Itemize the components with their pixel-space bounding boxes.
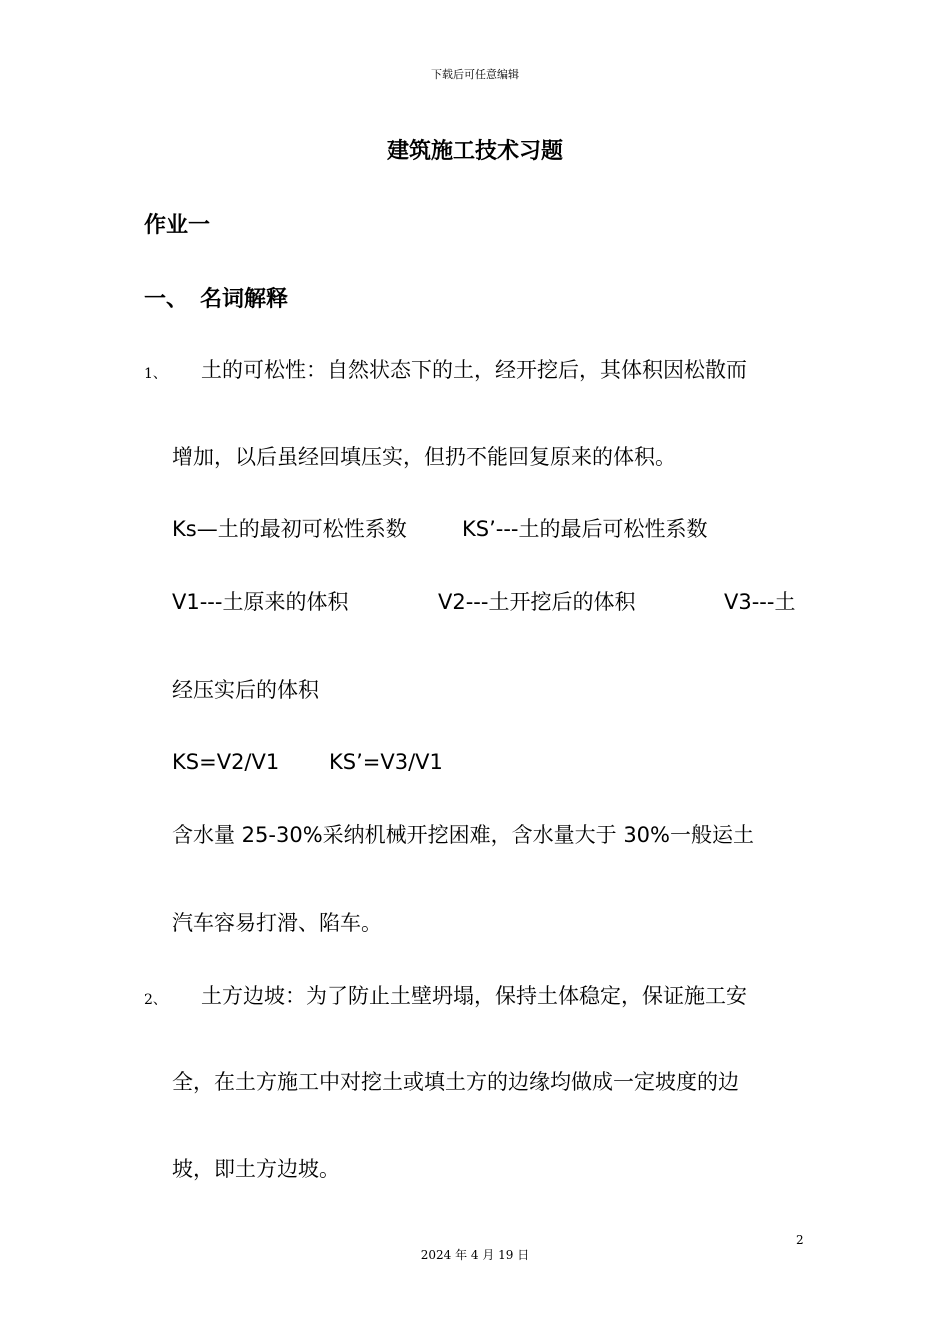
item-line: 土的可松性：自然状态下的土，经开挖后，其体积因松散而: [201, 358, 747, 382]
water-content-line: 汽车容易打滑、陷车。: [172, 911, 382, 935]
formula-ks: KS=V2/V1: [172, 750, 280, 774]
definition-v3-continued: 经压实后的体积: [172, 678, 319, 702]
subsection-number: 一、: [144, 287, 189, 312]
subsection-heading: 名词解释: [200, 287, 289, 312]
page-header: 下载后可任意编辑: [431, 68, 519, 81]
item-line: 全，在土方施工中对挖土或填土方的边缘均做成一定坡度的边: [172, 1070, 739, 1094]
water-content-line: 含水量 25-30%采纳机械开挖困难，含水量大于 30%一般运土: [172, 823, 754, 847]
item-line: 土方边坡：为了防止土壁坍塌，保持土体稳定，保证施工安: [201, 984, 747, 1008]
definition-ks: Ks—土的最初可松性系数: [172, 517, 407, 541]
item-number: 1、: [144, 366, 167, 382]
item-number: 2、: [144, 992, 167, 1008]
item-line: 坡，即土方边坡。: [172, 1157, 340, 1181]
definition-v2: V2---土开挖后的体积: [438, 590, 636, 614]
footer-date: 2024 年 4 月 19 日: [420, 1248, 530, 1262]
definition-v3: V3---土: [724, 590, 796, 614]
definition-v1: V1---土原来的体积: [172, 590, 349, 614]
item-line: 增加，以后虽经回填压实，但扔不能回复原来的体积。: [172, 445, 676, 469]
document-title: 建筑施工技术习题: [386, 139, 563, 164]
formula-ks-prime: KS’=V3/V1: [329, 750, 443, 774]
page-number: 2: [796, 1233, 804, 1247]
section-heading: 作业一: [144, 213, 211, 238]
definition-ks-prime: KS’---土的最后可松性系数: [462, 517, 708, 541]
